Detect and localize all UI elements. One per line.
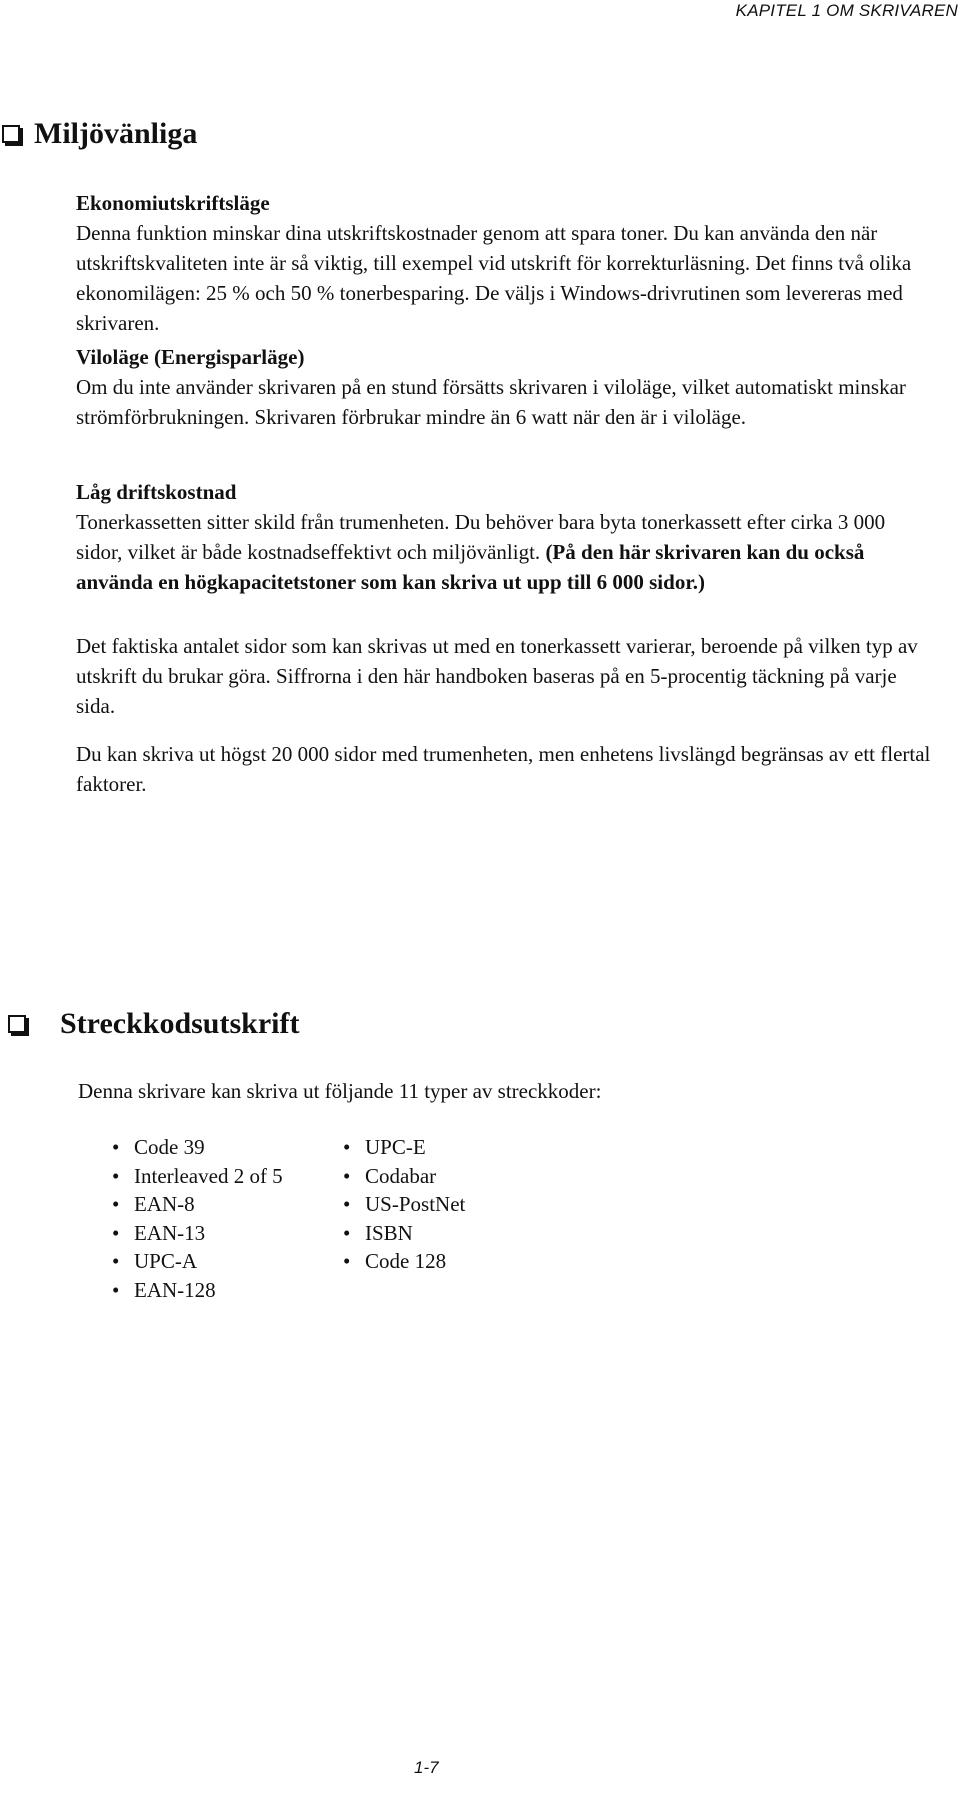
list-item: • Interleaved 2 of 5: [112, 1162, 283, 1191]
barcode-list-column-1: [112, 1133, 283, 1304]
page-number: 1-7: [414, 1758, 439, 1777]
subsection-title: Ekonomiutskriftsläge: [76, 191, 270, 215]
subsection-text: [76, 507, 936, 597]
list-item: • EAN-8: [112, 1190, 283, 1219]
subsection-ekonomi: [76, 188, 936, 338]
list-item: • Code 128: [343, 1247, 465, 1276]
subsection-title: Viloläge (Energisparläge): [76, 345, 305, 369]
subsection-text: Denna funktion minskar dina utskriftskostnader genom att spara toner. Du kan använda den när utskriftskvaliteten inte är så viktig, till exempel vid utskrift för korrekturläsning. Det finns två olika ekonomilägen: 25 % och 50 % tonerbesparing. De väljs i Windows-drivrutinen som levereras med skrivaren.: [76, 221, 912, 335]
paragraph-antal-sidor: [76, 631, 936, 721]
list-item: • Code 39: [112, 1133, 283, 1162]
paragraph-trumenhet: [76, 739, 936, 799]
checkbox-icon: [2, 125, 20, 143]
section-heading-miljovanliga: [2, 117, 197, 151]
subsection-text-plain: Tonerkassetten sitter skild från trumenheten. Du behöver bara byta tonerkassett efter cirka 3 000 sidor, vilket är både kostnadseffektivt och miljövänligt.: [76, 510, 886, 564]
list-item: • EAN-128: [112, 1276, 283, 1305]
list-item: • Codabar: [343, 1162, 465, 1191]
running-header: KAPITEL 1 OM SKRIVAREN: [735, 1, 958, 20]
subsection-lag-driftskostnad: [76, 477, 936, 597]
list-item: • US-PostNet: [343, 1190, 465, 1219]
list-item: • UPC-A: [112, 1247, 283, 1276]
list-item: • ISBN: [343, 1219, 465, 1248]
section-heading-text: Miljövänliga: [34, 117, 198, 150]
section-heading-text: Streckkodsutskrift: [60, 1007, 300, 1040]
subsection-text: Om du inte använder skrivaren på en stund försätts skrivaren i viloläge, vilket automatiskt minskar strömförbrukningen. Skrivaren förbrukar mindre än 6 watt när den är i viloläge.: [76, 375, 906, 429]
checkbox-icon: [8, 1015, 26, 1033]
section-heading-streckkodsutskrift: [8, 1007, 299, 1041]
barcode-intro: Denna skrivare kan skriva ut följande 11 typer av streckkoder:: [78, 1079, 602, 1103]
subsection-title: Låg driftskostnad: [76, 480, 237, 504]
barcode-list-column-2: [343, 1133, 465, 1276]
list-item: • UPC-E: [343, 1133, 465, 1162]
subsection-text-bold: (På den här skrivaren kan du också använda en högkapacitetstoner som kan skriva ut upp till 6 000 sidor.): [76, 540, 865, 594]
paragraph-text: Det faktiska antalet sidor som kan skrivas ut med en tonerkassett varierar, beroende på vilken typ av utskrift du brukar göra. Siffrorna i den här handboken baseras på en 5-procentig täckning på varje sida.: [76, 634, 918, 718]
list-item: • EAN-13: [112, 1219, 283, 1248]
subsection-vilolage: [76, 342, 936, 432]
paragraph-text: Du kan skriva ut högst 20 000 sidor med trumenheten, men enhetens livslängd begränsas av ett flertal faktorer.: [76, 742, 931, 796]
